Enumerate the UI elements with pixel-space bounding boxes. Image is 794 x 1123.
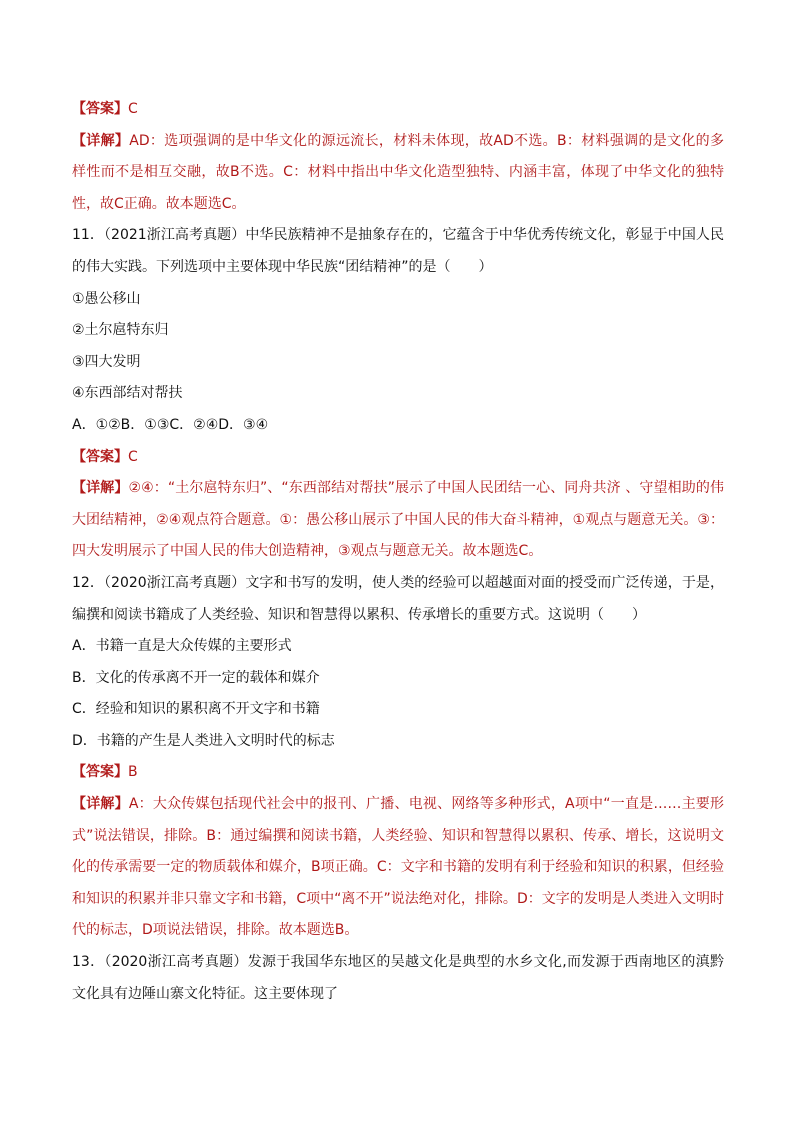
q11-item-2: ②土尔扈特东归 [72, 322, 169, 339]
answer-value: B [128, 764, 138, 781]
answer-label: 【答案】 [72, 448, 128, 465]
q11-item-3: ③四大发明 [72, 353, 141, 370]
document-page [72, 94, 724, 1010]
q11-answer [72, 442, 724, 474]
answer-label: 【答案】 [72, 101, 128, 117]
detail-label: 【详解】 [72, 796, 129, 813]
q12-answer [72, 757, 724, 789]
q11-detail [72, 473, 724, 568]
q10-answer [72, 94, 724, 126]
q10-detail [72, 126, 724, 221]
q12-option-b: B．文化的传承离不开一定的载体和媒介 [72, 669, 320, 686]
answer-label: 【答案】 [72, 764, 128, 781]
answer-value: C [128, 101, 138, 117]
detail-text: AD：选项强调的是中华文化的源远流长，材料未体现，故AD不选。B：材料强调的是文化的多样性而不是相互交融，故B不选。C：材料中指出中华文化造型独特、内涵丰富，体现了中华文化的独特性，故C正确。故本题选C。 [72, 132, 724, 212]
q12-option-d: D．书籍的产生是人类进入文明时代的标志 [72, 732, 335, 749]
q12-option-c: C．经验和知识的累积离不开文字和书籍 [72, 701, 320, 718]
q12-stem: 12．（2020浙江高考真题）文字和书写的发明，使人类的经验可以超越面对面的授受而广泛传递，于是，编撰和阅读书籍成了人类经验、知识和智慧得以累积、传承增长的重要方式。这说明（ ） [72, 574, 724, 623]
q11-item-1: ①愚公移山 [72, 290, 141, 307]
detail-label: 【详解】 [72, 480, 129, 497]
detail-text: A：大众传媒包括现代社会中的报刊、广播、电视、网络等多种形式，A项中“一直是……主要形式”说法错误，排除。B：通过编撰和阅读书籍，人类经验、知识和智慧得以累积、传承、增长，这说明文化的传承需要一定的物质载体和媒介，B项正确。C：文字和书籍的发明有利于经验和知识的积累，但经验和知识的积累并非只靠文字和书籍，C项中“离不开”说法绝对化，排除。D：文字的发明是人类进入文明时代的标志，D项说法错误，排除。故本题选B。 [72, 796, 725, 939]
q12-detail [72, 789, 724, 947]
q11-stem: 11．（2021浙江高考真题）中华民族精神不是抽象存在的，它蕴含于中华优秀传统文化，彰显于中国人民的伟大实践。下列选项中主要体现中华民族“团结精神”的是（ ） [72, 227, 724, 275]
q11-item-4: ④东西部结对帮扶 [72, 385, 183, 402]
answer-value: C [128, 448, 138, 465]
q11-options: A．①②B．①③C．②④D．③④ [72, 416, 269, 433]
q13-stem: 13．（2020浙江高考真题）发源于我国华东地区的吴越文化是典型的水乡文化,而发源于西南地区的滇黔文化具有边陲山寨文化特征。这主要体现了 [72, 954, 724, 1002]
q12-option-a: A．书籍一直是大众传媒的主要形式 [72, 638, 292, 655]
detail-label: 【详解】 [72, 132, 130, 149]
detail-text: ②④：“土尔扈特东归”、“东西部结对帮扶”展示了中国人民团结一心、同舟共济 、守望相助的伟大团结精神，②④观点符合题意。①：愚公移山展示了中国人民的伟大奋斗精神，①观点与题意无关。③：四大发明展示了中国人民的伟大创造精神，③观点与题意无关。故本题选C。 [72, 480, 724, 560]
